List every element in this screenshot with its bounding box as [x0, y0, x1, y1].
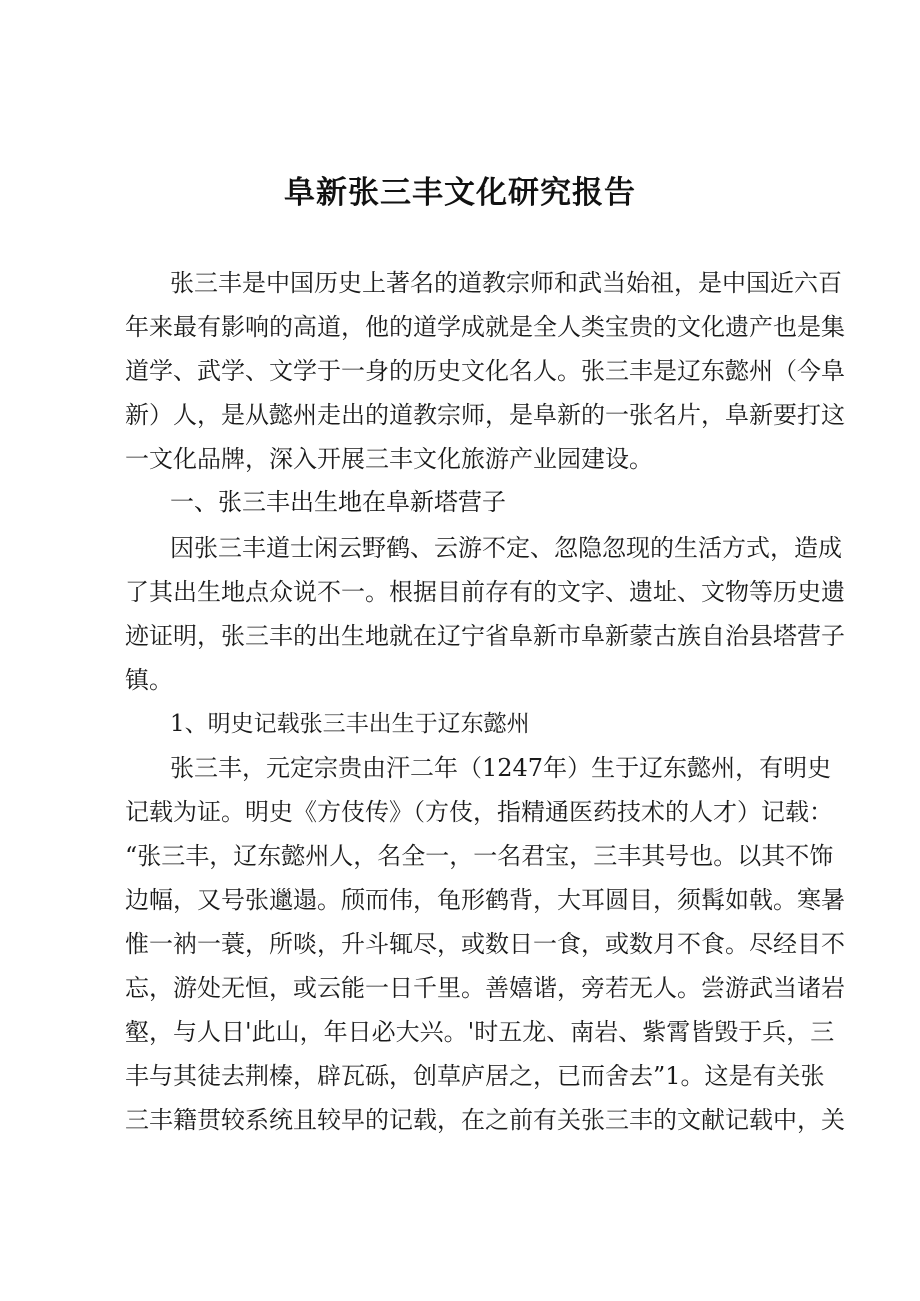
subsection-heading: 1、明史记载张三丰出生于辽东懿州: [170, 711, 530, 737]
subsection-paragraph-line: 忘，游处无恒，或云能一日千里。善嬉谐，旁若无人。尝游武当诸岩: [125, 974, 845, 1002]
intro-line: 一文化品牌，深入开展三丰文化旅游产业园建设。: [125, 445, 653, 473]
subsection-paragraph-line: “张三丰，辽东懿州人，名全一，一名君宝，三丰其号也。以其不饰: [125, 842, 834, 870]
section-paragraph-line: 了其出生地点众说不一。根据目前存有的文字、遗址、文物等历史遗: [125, 578, 845, 606]
intro-line: 新）人，是从懿州走出的道教宗师，是阜新的一张名片，阜新要打这: [125, 401, 845, 429]
section-paragraph-line: 镇。: [125, 666, 173, 694]
subsection-paragraph-line: 记载为证。明史《方伎传》（方伎，指精通医药技术的人才）记载：: [125, 798, 833, 826]
subsection-paragraph-line: 惟一衲一蓑，所啖，升斗辄尽，或数日一食，或数月不食。尽经目不: [125, 930, 845, 958]
subsection-paragraph-line: 丰与其徒去荆榛，辟瓦砾，创草庐居之，已而舍去”1。这是有关张: [125, 1062, 825, 1090]
section-paragraph-line: 因张三丰道士闲云野鹤、云游不定、忽隐忽现的生活方式，造成: [170, 534, 842, 562]
section-paragraph-line: 迹证明，张三丰的出生地就在辽宁省阜新市阜新蒙古族自治县塔营子: [125, 622, 845, 650]
section-heading: 一、张三丰出生地在阜新塔营子: [170, 488, 506, 516]
intro-line: 年来最有影响的高道，他的道学成就是全人类宝贵的文化遗产也是集: [125, 313, 845, 341]
intro-line: 道学、武学、文学于一身的历史文化名人。张三丰是辽东懿州（今阜: [125, 357, 845, 385]
subsection-paragraph-line: 边幅，又号张邋遢。颀而伟，龟形鹤背，大耳圆目，须髯如戟。寒暑: [125, 886, 845, 914]
subsection-paragraph-line: 三丰籍贯较系统且较早的记载，在之前有关张三丰的文献记载中，关: [125, 1106, 845, 1134]
document-title: 阜新张三丰文化研究报告: [284, 175, 636, 211]
subsection-paragraph-line: 壑，与人日'此山，年日必大兴。'时五龙、南岩、紫霄皆毁于兵，三: [125, 1018, 835, 1046]
intro-line: 张三丰是中国历史上著名的道教宗师和武当始祖，是中国近六百: [170, 269, 842, 297]
subsection-paragraph-line: 张三丰，元定宗贵由汗二年（1247年）生于辽东懿州，有明史: [170, 754, 832, 782]
